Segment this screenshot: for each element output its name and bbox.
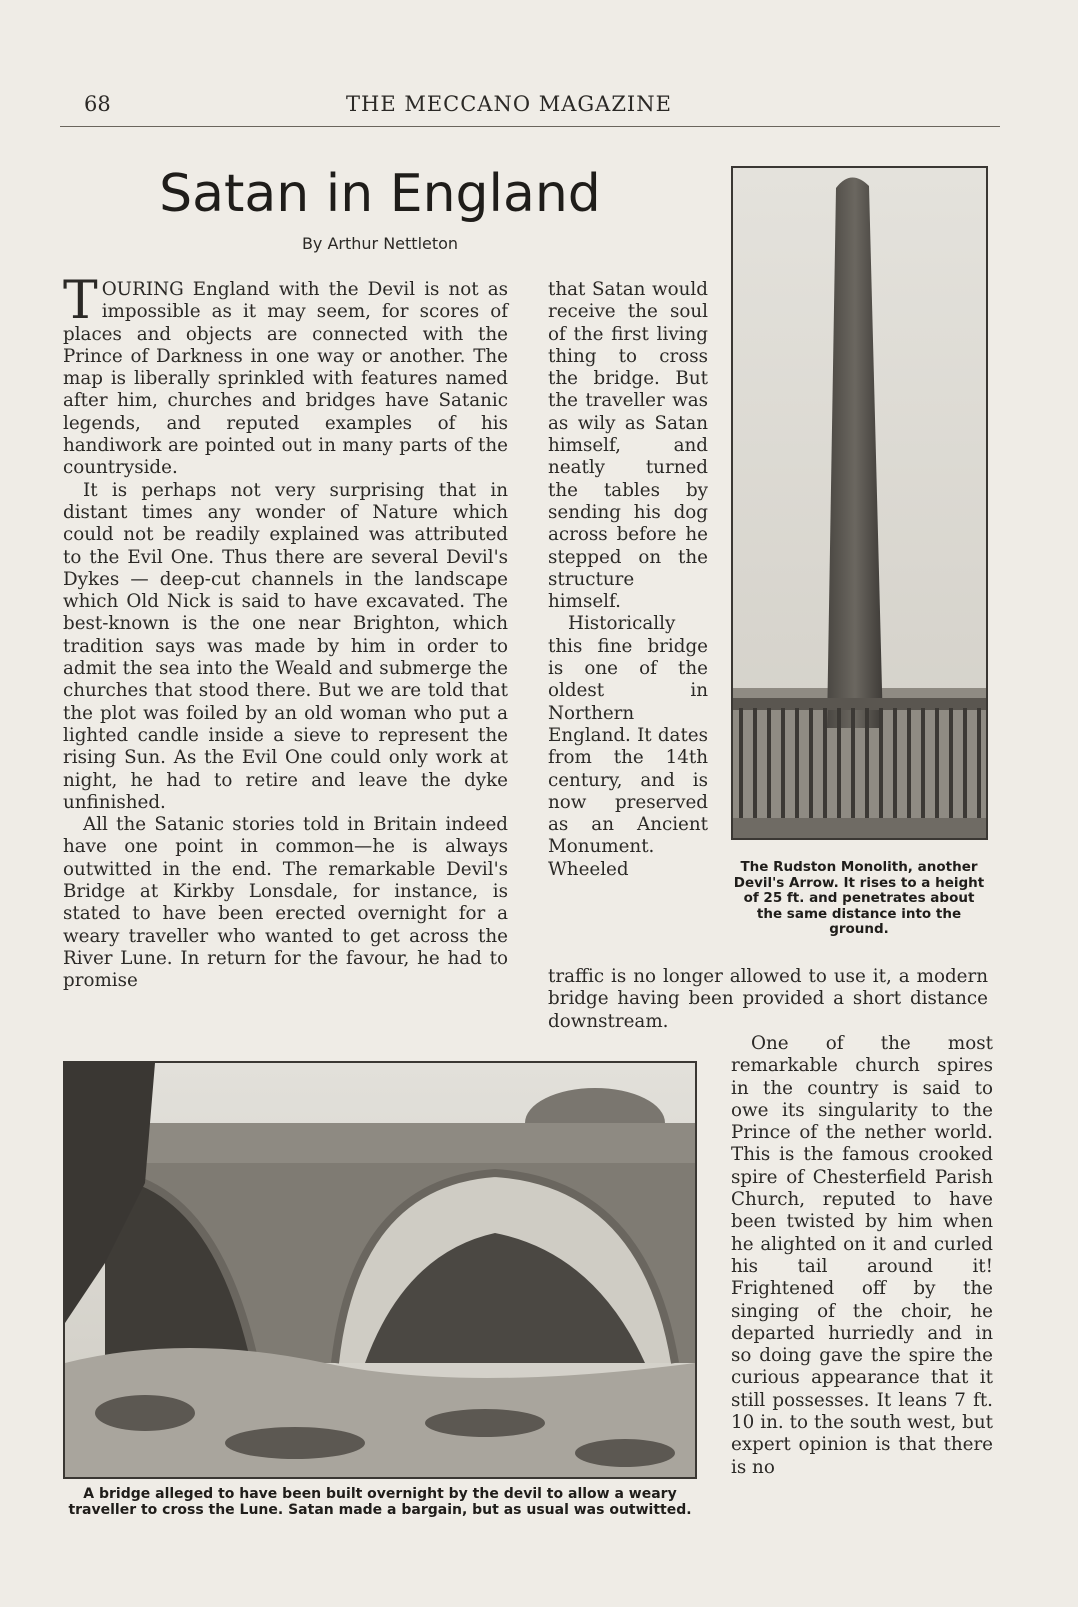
drop-cap: T — [63, 271, 98, 331]
bridge-image — [65, 1063, 695, 1477]
monolith-image — [733, 168, 986, 838]
monolith-photo — [731, 166, 988, 840]
paragraph-text: OURING England with the Devil is not as impossible as it may seem, for scores of places and objects are connected with the Prince of Darkness in one way or another. The map is liberally sprinkled with features named after him, churches and bridges have Satanic legends, and reputed examples of his handiwork are pointed out in many parts of the countryside. — [63, 279, 508, 479]
header-rule — [60, 126, 1000, 127]
column-1 — [63, 271, 508, 993]
paragraph: It is perhaps not very surprising that in distant times any wonder of Nature which could not be readily explained was attributed to the Evil One. Thus there are several Devil's Dykes — deep-cut channels in the landscape which Old Nick is said to have excavated. The best-known is the one near Brighton, which tradition says was made by him in order to admit the sea into the Weald and submerge the churches that stood there. But we are told that the plot was foiled by an old woman who put a lighted candle inside a sieve to represent the rising Sun. As the Evil One could only work at night, he had to retire and leave the dyke unfinished. — [63, 479, 508, 813]
page-number: 68 — [84, 92, 111, 116]
column-3 — [731, 1033, 993, 1479]
paragraph: traffic is no longer allowed to use it, a modern bridge having been provided a short distance downstream. — [548, 966, 988, 1032]
bridge-photo — [63, 1061, 697, 1479]
paragraph: Historically this fine bridge is one of the oldest in Northern England. It dates from the 14th century, and is now preserved as an Ancient Monument. Wheeled — [548, 613, 708, 880]
paragraph: One of the most remarkable church spires in the country is said to owe its singularity to the Prince of the nether world. This is the famous crooked spire of Chesterfield Parish Church, reputed to have been twisted by him when he alighted on it and curled his tail around it! Frightened off by the singing of the choir, he departed hurriedly and in so doing gave the spire the curious appearance that it still possesses. It leans 7 ft. 10 in. to the south west, but expert opinion is that there is no — [731, 1033, 993, 1478]
byline: By Arthur Nettleton — [301, 234, 459, 253]
monolith-caption: The Rudston Monolith, another Devil's Arrow. It rises to a height of 25 ft. and penetrates about the same distance into the ground. — [733, 859, 985, 937]
column-2-continuation — [548, 966, 988, 1033]
column-2 — [548, 279, 708, 881]
running-head: THE MECCANO MAGAZINE — [346, 92, 672, 116]
article-title: Satan in England — [159, 164, 601, 224]
paragraph — [63, 271, 508, 480]
paragraph: that Satan would receive the soul of the first living thing to cross the bridge. But the traveller was as wily as Satan himself, and neatly turned the tables by sending his dog across before he stepped on the structure himself. — [548, 279, 708, 613]
bridge-caption: A bridge alleged to have been built overnight by the devil to allow a weary traveller to cross the Lune. Satan made a bargain, but as usual was outwitted. — [68, 1486, 692, 1518]
paragraph: All the Satanic stories told in Britain indeed have one point in common—he is always outwitted in the end. The remarkable Devil's Bridge at Kirkby Lonsdale, for instance, is stated to have been erected overnight for a weary traveller who wanted to get across the River Lune. In return for the favour, he had to promise — [63, 814, 508, 992]
